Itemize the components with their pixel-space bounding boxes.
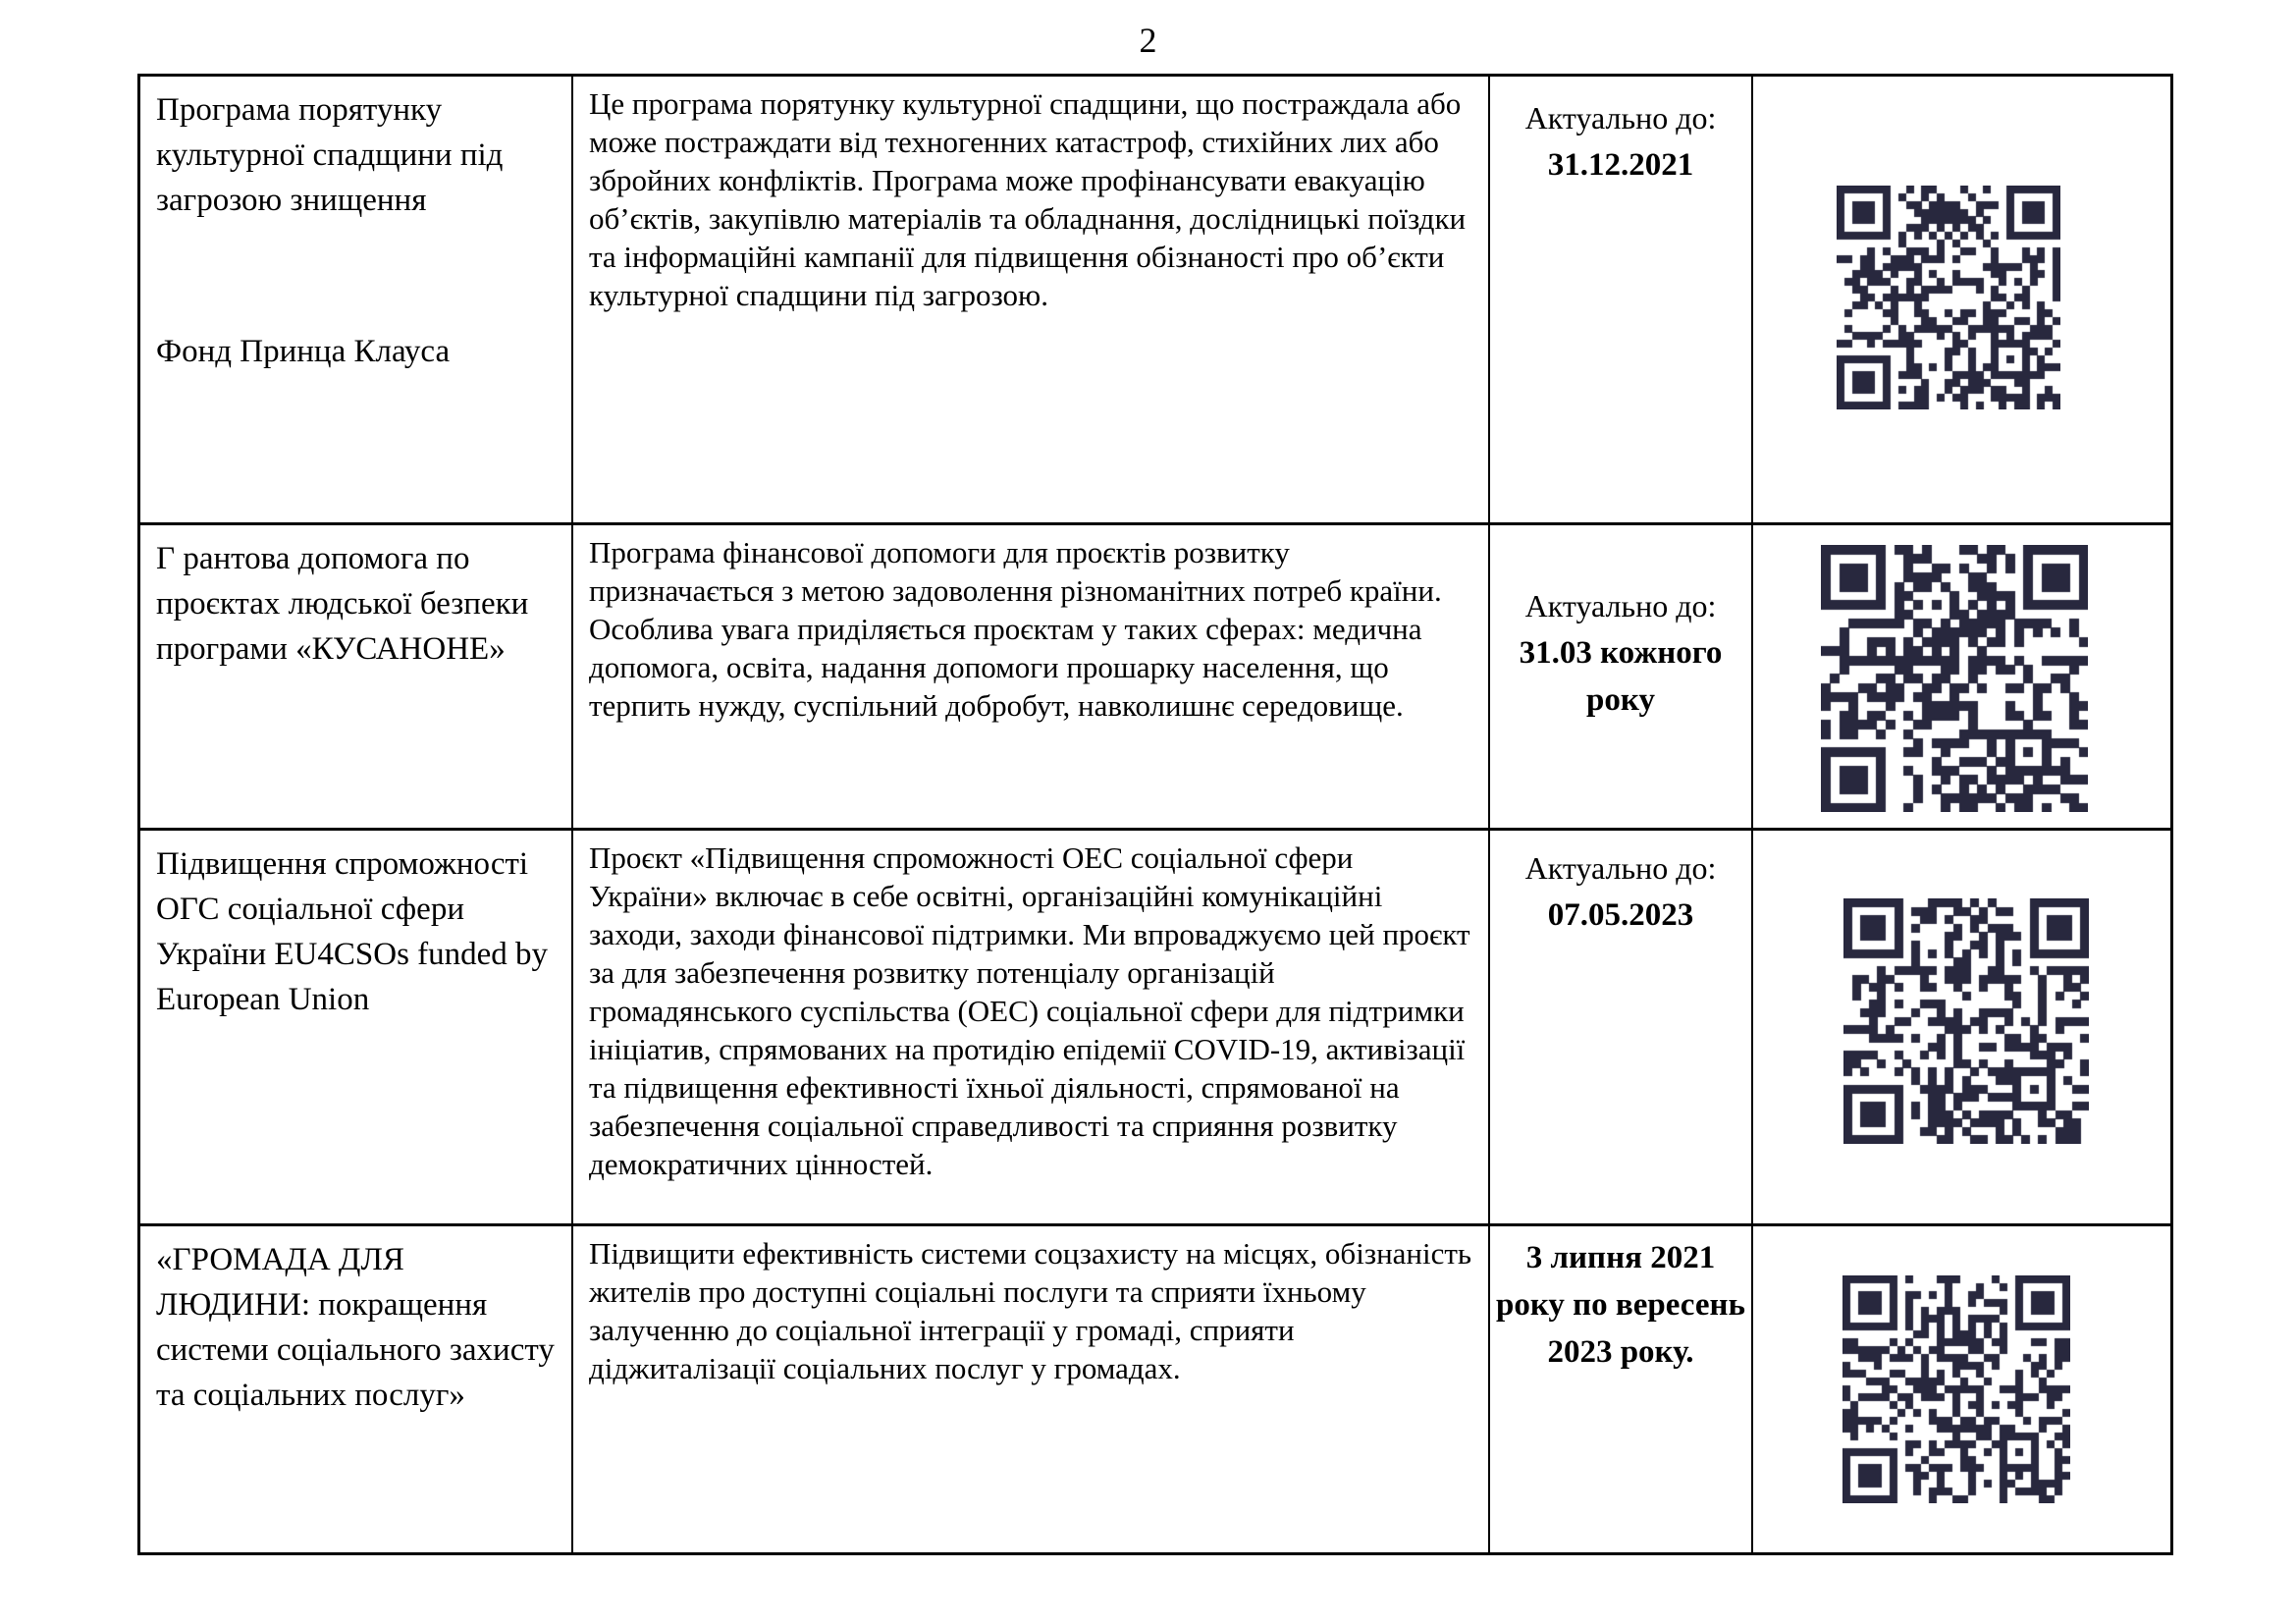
deadline-label: Актуально до: <box>1524 100 1717 135</box>
program-funder: Фонд Принца Клауса <box>156 334 451 369</box>
deadline-cell <box>1490 525 1753 831</box>
program-name-cell <box>140 77 573 525</box>
program-description-cell: Це програма порятунку культурної спадщини, що постраждала або може постраждати від техногенних катастроф, стихійних лих або збройних конфліктів. Програма може профінансувати евакуацію об’єктів, закупівлю матеріалів та обладнання, дослідницькі поїздки та інформаційні кампанії для підвищення обізнаності про об’єкти культурної спадщини під загрозою. <box>573 77 1490 525</box>
program-title: Підвищення спроможності ОГС соціальної сфери України EU4CSOs funded by European Union <box>156 846 549 1017</box>
qr-code-icon <box>1842 1275 2070 1503</box>
deadline-value: 31.03 кожного року <box>1519 635 1723 718</box>
deadline-cell <box>1490 1226 1753 1552</box>
program-title: «ГРОМАДА ДЛЯ ЛЮДИНИ: покращення системи соціального захисту та соціальних послуг» <box>156 1242 555 1413</box>
qr-cell <box>1753 1226 2170 1552</box>
program-name-cell <box>140 525 573 831</box>
grants-table <box>137 74 2173 1555</box>
qr-cell <box>1753 77 2170 525</box>
deadline-cell <box>1490 77 1753 525</box>
deadline-value: 07.05.2023 <box>1547 897 1694 933</box>
qr-code-icon <box>1843 898 2089 1144</box>
qr-cell <box>1753 831 2170 1226</box>
qr-cell <box>1753 525 2170 831</box>
deadline-label: Актуально до: <box>1524 588 1717 623</box>
deadline-value: 31.12.2021 <box>1547 147 1694 183</box>
qr-code-icon <box>1821 545 2088 812</box>
program-name-cell <box>140 1226 573 1552</box>
qr-code-icon <box>1837 186 2060 409</box>
deadline-value: 3 липня 2021 року по вересень 2023 року. <box>1496 1240 1745 1370</box>
program-description-cell: Програма фінансової допомоги для проєктів розвитку призначається з метою задоволення різноманітних потреб країни. Особлива увага приділяється проєктам у таких сферах: медична допомога, освіта, надання допомоги прошарку населення, що терпить нужду, суспільний добробут, навколишнє середовище. <box>573 525 1490 831</box>
program-title: Програма порятунку культурної спадщини під загрозою знищення <box>156 92 504 218</box>
program-name-cell <box>140 831 573 1226</box>
program-title: Г рантова допомога по проєктах людської безпеки програми «КУСАНОНЕ» <box>156 541 529 667</box>
page-number: 2 <box>1139 21 1157 60</box>
program-description-cell: Підвищити ефективність системи соцзахисту на місцях, обізнаність жителів про доступні соціальні послуги та сприяти їхньому залученню до соціальної інтеграції у громаді, сприяти діджиталізації соціальних послуг у громадах. <box>573 1226 1490 1552</box>
program-description-cell: Проєкт «Підвищення спроможності ОЕС соціальної сфери України» включає в себе освітні, організаційні комунікаційні заходи, заходи фінансової підтримки. Ми впроваджуємо цей проєкт за для забезпечення розвитку потенціалу організацій громадянського суспільства (ОЕС) соціальної сфери для підтримки ініціатив, спрямованих на протидію епідемії COVID-19, активізації та підвищення ефективності їхньої діяльності, спрямованої на забезпечення соціальної справедливості та сприяння розвитку демократичних цінностей. <box>573 831 1490 1226</box>
deadline-cell <box>1490 831 1753 1226</box>
deadline-label: Актуально до: <box>1524 850 1717 886</box>
